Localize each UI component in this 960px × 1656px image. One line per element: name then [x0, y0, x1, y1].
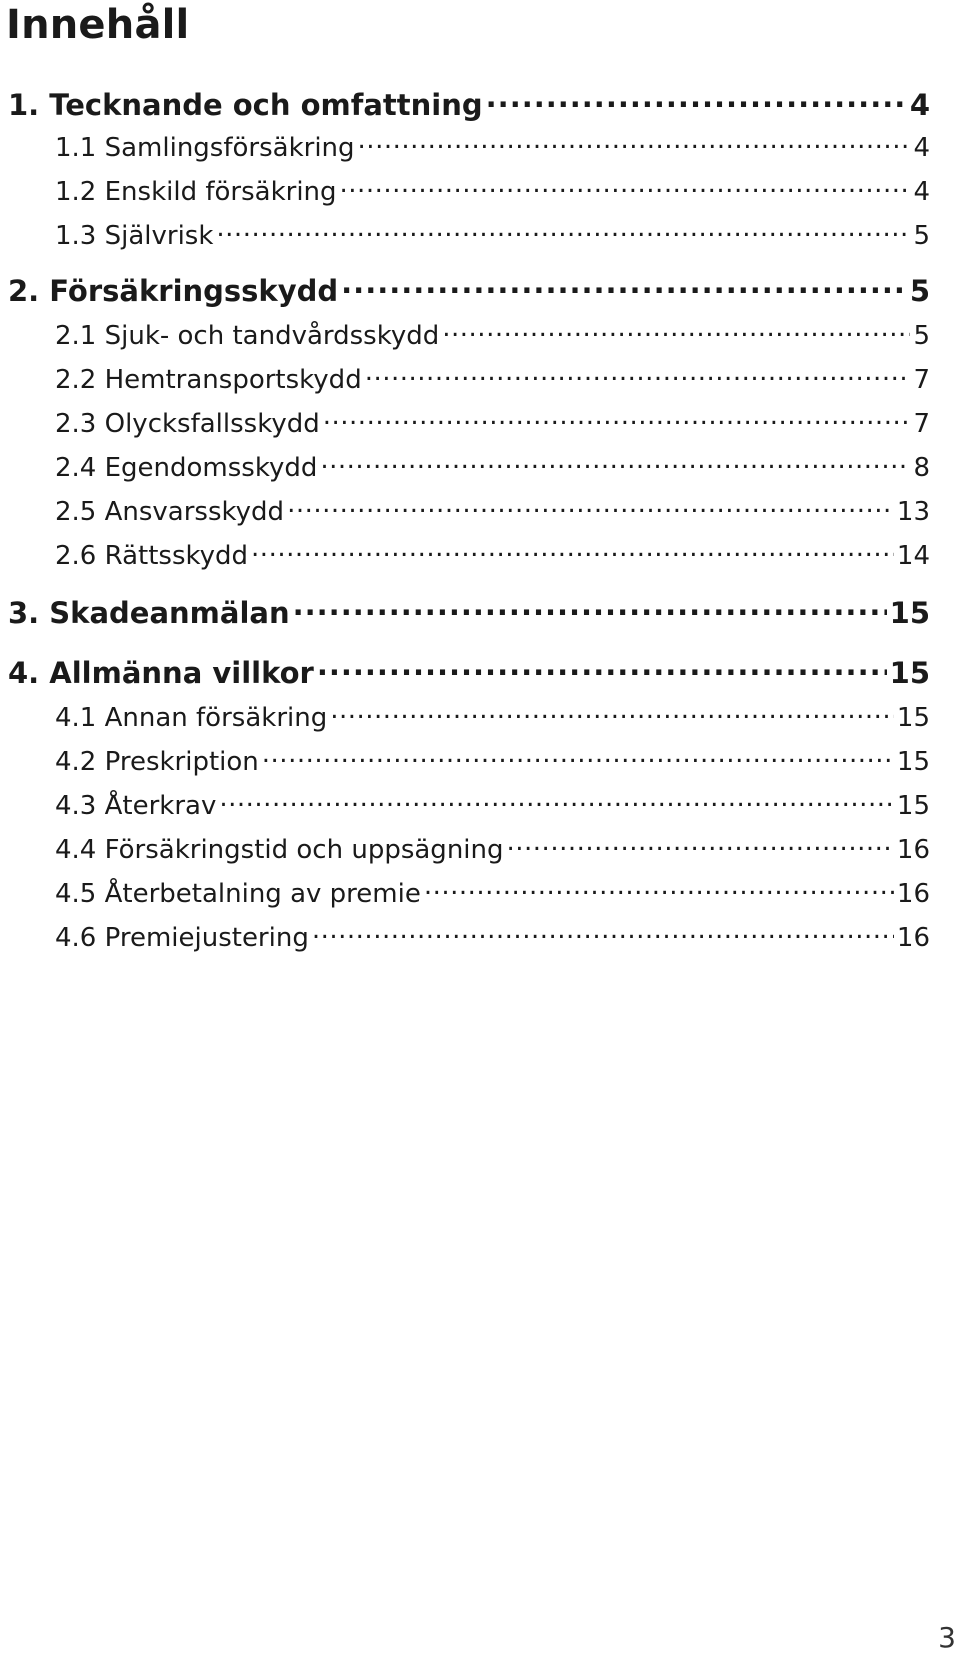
toc-entry-label: 4.5 Återbetalning av premie: [55, 879, 421, 909]
toc-entry-4-4[interactable]: [0, 832, 930, 865]
toc-entry-page: 4: [913, 177, 930, 207]
toc-entry-2-6[interactable]: [0, 538, 930, 571]
toc-entry-page: 7: [913, 365, 930, 395]
toc-leader-dots: [323, 406, 911, 432]
toc-section-2[interactable]: [0, 272, 930, 308]
toc-leader-dots: [507, 832, 894, 858]
toc-entry-label: 4.6 Premiejustering: [55, 923, 309, 953]
toc-entry-label: 1.2 Enskild försäkring: [55, 177, 337, 207]
toc-leader-dots: [216, 218, 910, 244]
toc-entry-label: 4. Allmänna villkor: [8, 656, 314, 690]
toc-entry-page: 4: [913, 133, 930, 163]
toc-entry-page: 15: [896, 747, 930, 777]
toc-entry-page: 7: [913, 409, 930, 439]
toc-entry-page: 15: [896, 703, 930, 733]
toc-entry-4-5[interactable]: [0, 876, 930, 909]
toc-leader-dots: [219, 788, 894, 814]
toc-entry-4-1[interactable]: [0, 700, 930, 733]
toc-entry-page: 14: [896, 541, 930, 571]
toc-leader-dots: [424, 876, 894, 902]
toc-entry-page: 15: [896, 791, 930, 821]
toc-entry-2-4[interactable]: [0, 450, 930, 483]
toc-entry-page: 5: [913, 221, 930, 251]
toc-entry-label: 2.6 Rättsskydd: [55, 541, 249, 571]
toc-entry-page: 16: [896, 879, 930, 909]
toc-entry-4-2[interactable]: [0, 744, 930, 777]
toc-entry-page: 15: [889, 596, 930, 630]
toc-leader-dots: [358, 130, 911, 156]
toc-leader-dots: [442, 318, 910, 344]
toc-leader-dots: [262, 744, 894, 770]
toc-section-4[interactable]: [0, 654, 930, 690]
page-title: Innehåll: [6, 2, 190, 48]
toc-leader-dots: [340, 174, 911, 200]
toc-entry-label: 2.5 Ansvarsskydd: [55, 497, 285, 527]
toc-entry-label: 4.1 Annan försäkring: [55, 703, 328, 733]
toc-entry-1-3[interactable]: [0, 218, 930, 251]
toc-leader-dots: [330, 700, 894, 726]
toc-entry-label: 2. Försäkringsskydd: [8, 274, 339, 308]
toc-entry-page: 4: [909, 88, 930, 122]
toc-section-1[interactable]: [0, 86, 930, 122]
toc-leader-dots: [317, 654, 887, 683]
toc-entry-page: 5: [909, 274, 930, 308]
toc-leader-dots: [287, 494, 894, 520]
toc-entry-2-1[interactable]: [0, 318, 930, 351]
toc-leader-dots: [251, 538, 894, 564]
toc-entry-label: 2.1 Sjuk- och tandvårdsskydd: [55, 321, 440, 351]
toc-leader-dots: [341, 272, 907, 301]
toc-entry-label: 1.1 Samlingsförsäkring: [55, 133, 355, 163]
toc-entry-page: 13: [896, 497, 930, 527]
toc-entry-page: 16: [896, 835, 930, 865]
toc-entry-4-3[interactable]: [0, 788, 930, 821]
toc-entry-label: 3. Skadeanmälan: [8, 596, 290, 630]
toc-entry-label: 2.4 Egendomsskydd: [55, 453, 318, 483]
toc-entry-label: 4.3 Återkrav: [55, 791, 217, 821]
toc-entry-2-2[interactable]: [0, 362, 930, 395]
toc-entry-label: 2.3 Olycksfallsskydd: [55, 409, 320, 439]
toc-entry-1-1[interactable]: [0, 130, 930, 163]
toc-leader-dots: [293, 594, 887, 623]
toc-entry-1-2[interactable]: [0, 174, 930, 207]
toc-entry-2-5[interactable]: [0, 494, 930, 527]
toc-section-3[interactable]: [0, 594, 930, 630]
toc-entry-page: 8: [913, 453, 930, 483]
toc-entry-4-6[interactable]: [0, 920, 930, 953]
toc-entry-page: 15: [889, 656, 930, 690]
toc-leader-dots: [312, 920, 894, 946]
toc-entry-label: 1. Tecknande och omfattning: [8, 88, 483, 122]
toc-entry-2-3[interactable]: [0, 406, 930, 439]
toc-entry-label: 2.2 Hemtransportskydd: [55, 365, 362, 395]
toc-entry-page: 5: [913, 321, 930, 351]
toc-entry-label: 4.2 Preskription: [55, 747, 259, 777]
toc-leader-dots: [365, 362, 911, 388]
toc-entry-label: 1.3 Självrisk: [55, 221, 214, 251]
toc-leader-dots: [320, 450, 910, 476]
toc-leader-dots: [486, 86, 907, 115]
page-number: 3: [938, 1621, 956, 1654]
toc-entry-label: 4.4 Försäkringstid och uppsägning: [55, 835, 504, 865]
toc-entry-page: 16: [896, 923, 930, 953]
